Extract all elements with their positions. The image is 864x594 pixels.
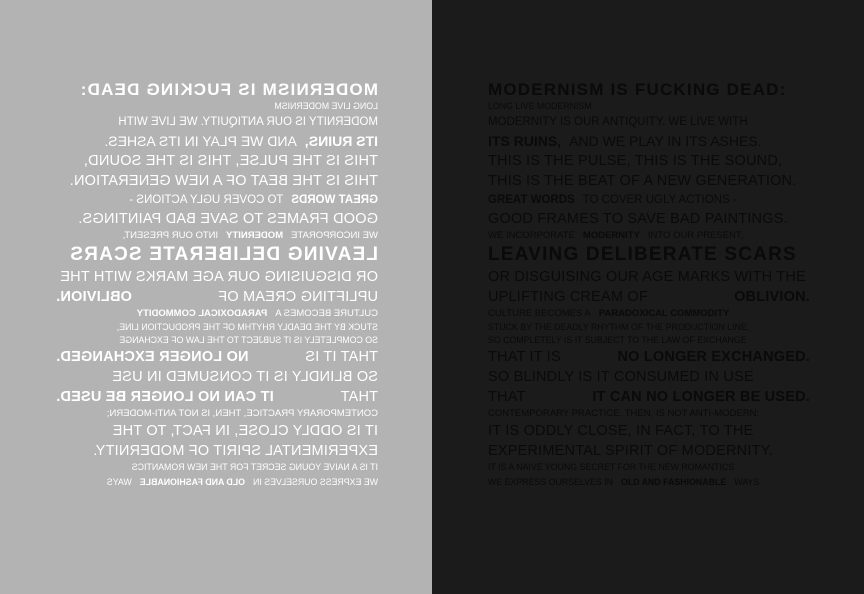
poem-text: THIS IS THE BEAT OF A NEW GENERATION.	[488, 173, 797, 189]
poem-line	[488, 307, 810, 321]
poem-text: LONG LIVE MODERNISM	[274, 101, 378, 111]
poem-text: UPLIFTING CREAM OF	[488, 289, 648, 305]
poem-text: ITS RUINS,	[304, 133, 378, 149]
poem-text: STUCK BY THE DEADLY RHYTHM OF THE PRODUCTION LINE,	[488, 322, 750, 332]
poem-text: GOOD FRAMES TO SAVE BAD PAINTINGS.	[488, 211, 788, 227]
poem-text: OLD AND FASHIONABLE	[620, 477, 727, 487]
poem-line	[56, 229, 378, 243]
poem-text: INTO OUR PRESENT,	[122, 230, 219, 241]
poem-line	[56, 267, 378, 287]
poem-text: WE INCORPORATE	[488, 230, 575, 241]
poem-text: AND WE PLAY IN ITS ASHES.	[104, 133, 297, 149]
poem-text: TO COVER UGLY ACTIONS -	[129, 194, 284, 206]
poem-text: GOOD FRAMES TO SAVE BAD PAINTINGS.	[78, 211, 378, 227]
poem-text: INTO OUR PRESENT,	[647, 230, 744, 241]
poem-text: IT IS ODDLY CLOSE, IN FACT, TO THE	[112, 423, 378, 439]
poem-line	[56, 334, 378, 347]
poem	[488, 80, 810, 490]
poem-text: UPLIFTING CREAM OF	[218, 289, 378, 305]
poem-text: OBLIVION.	[56, 289, 132, 305]
poem-text: THIS IS THE PULSE, THIS IS THE SOUND,	[83, 153, 378, 169]
poem-text: THAT IT IS	[488, 349, 561, 365]
poem-text: OR DISGUISING OUR AGE MARKS WITH THE	[488, 269, 806, 285]
poem-line	[56, 80, 378, 100]
poem-text: CONTEMPORARY PRACTICE, THEN, IS NOT ANTI-MODERN;	[106, 408, 378, 419]
poem-line	[488, 243, 810, 267]
poem-line	[488, 171, 810, 191]
poem-text: LEAVING DELIBERATE SCARS	[488, 244, 797, 265]
poem-line	[488, 407, 810, 421]
poem-text: MODERNITY	[582, 230, 640, 241]
poem-text: IT CAN NO LONGER BE USED.	[592, 389, 810, 405]
poem-line	[488, 334, 810, 347]
right-panel	[432, 0, 864, 594]
poem-text: WE INCORPORATE	[291, 230, 378, 241]
poem-line	[56, 421, 378, 441]
poem-text: SO BLINDLY IS IT CONSUMED IN USE	[488, 369, 754, 385]
poem-text: OLD AND FASHIONABLE	[139, 477, 246, 487]
poem-text: THAT	[488, 389, 526, 405]
poem-text: EXPERIMENTAL SPIRIT OF MODERNITY.	[488, 443, 773, 459]
poem-line	[488, 229, 810, 243]
poem-text: SO BLINDLY IS IT CONSUMED IN USE	[112, 369, 378, 385]
poem-text: THAT IT IS	[305, 349, 378, 365]
poem-text: LONG LIVE MODERNISM	[488, 101, 592, 111]
poem-line	[488, 367, 810, 387]
poem-line	[56, 321, 378, 334]
poem-line	[488, 474, 810, 490]
poem-text: WE EXPRESS OURSELVES IN	[253, 477, 378, 487]
poem-text: MODERNISM IS FUCKING DEAD:	[79, 80, 378, 99]
poem-line	[488, 441, 810, 461]
poem-text: SO COMPLETELY IS IT SUBJECT TO THE LAW OF EXCHANGE	[488, 335, 747, 345]
poem-text: AND WE PLAY IN ITS ASHES.	[569, 133, 762, 149]
poem-text: THIS IS THE PULSE, THIS IS THE SOUND,	[488, 153, 783, 169]
poem-line	[56, 191, 378, 209]
poem-text: ITS RUINS,	[488, 133, 562, 149]
poem-text: TO COVER UGLY ACTIONS -	[582, 194, 737, 206]
poem-line	[488, 113, 810, 131]
poem-text: PARADOXICAL COMMODITY	[136, 308, 268, 319]
poem-line	[56, 209, 378, 229]
poem-line	[56, 461, 378, 474]
poem-line	[488, 191, 810, 209]
poem-text: SO COMPLETELY IS IT SUBJECT TO THE LAW OF EXCHANGE	[119, 335, 378, 345]
poem-line	[488, 80, 810, 100]
poem-text: PARADOXICAL COMMODITY	[598, 308, 730, 319]
poem-line	[488, 347, 810, 367]
poem-text: EXPERIMENTAL SPIRIT OF MODERNITY.	[93, 443, 378, 459]
poem-line	[488, 421, 810, 441]
poem-text: CULTURE BECOMES A	[488, 308, 591, 319]
poem-line	[488, 387, 810, 407]
poem-line	[56, 387, 378, 407]
poem-line	[56, 113, 378, 131]
poem-text: IT CAN NO LONGER BE USED.	[56, 389, 274, 405]
poem-text: WE EXPRESS OURSELVES IN	[488, 477, 613, 487]
poem-text: GREAT WORDS	[488, 194, 575, 206]
poem-line	[56, 131, 378, 151]
poem-text: STUCK BY THE DEADLY RHYTHM OF THE PRODUCTION LINE,	[116, 322, 378, 332]
poem-text: CULTURE BECOMES A	[275, 308, 378, 319]
poem-text: WAYS	[106, 477, 132, 487]
poem-line	[56, 100, 378, 113]
poem-text: IT IS A NAIVE YOUNG SECRET FOR THE NEW ROMANTICS	[131, 462, 378, 472]
poem-line	[56, 287, 378, 307]
poem-line	[488, 461, 810, 474]
poem-text: THAT	[340, 389, 378, 405]
poem-line	[56, 307, 378, 321]
poem-line	[56, 474, 378, 490]
mirrored-poem	[56, 80, 378, 490]
poem-line	[56, 347, 378, 367]
poem-line	[488, 267, 810, 287]
poem-text: MODERNITY IS OUR ANTIQUITY. WE LIVE WITH	[118, 116, 378, 128]
poem-line	[56, 243, 378, 267]
poem-text: IT IS A NAIVE YOUNG SECRET FOR THE NEW ROMANTICS	[488, 462, 735, 472]
poem-text: IT IS ODDLY CLOSE, IN FACT, TO THE	[488, 423, 754, 439]
poem-text: THIS IS THE BEAT OF A NEW GENERATION.	[69, 173, 378, 189]
poem-line	[488, 100, 810, 113]
poem-text: NO LONGER EXCHANGED.	[56, 349, 249, 365]
poem-line	[488, 321, 810, 334]
poem-text: MODERNITY IS OUR ANTIQUITY. WE LIVE WITH	[488, 116, 748, 128]
poem-text: NO LONGER EXCHANGED.	[617, 349, 810, 365]
poem-text: MODERNISM IS FUCKING DEAD:	[488, 80, 787, 99]
poem-text: CONTEMPORARY PRACTICE, THEN, IS NOT ANTI-MODERN;	[488, 408, 760, 419]
poem-text: MODERNITY	[226, 230, 284, 241]
poem-line	[56, 151, 378, 171]
poem-line	[488, 209, 810, 229]
poem-line	[488, 131, 810, 151]
poem-line	[56, 441, 378, 461]
poem-text: WAYS	[734, 477, 760, 487]
poem-text: OBLIVION.	[734, 289, 810, 305]
poem-line	[488, 287, 810, 307]
poem-line	[488, 151, 810, 171]
poem-line	[56, 367, 378, 387]
poem-text: OR DISGUISING OUR AGE MARKS WITH THE	[60, 269, 378, 285]
poem-text: LEAVING DELIBERATE SCARS	[69, 244, 378, 265]
poem-text: GREAT WORDS	[291, 194, 378, 206]
poem-line	[56, 171, 378, 191]
poem-line	[56, 407, 378, 421]
